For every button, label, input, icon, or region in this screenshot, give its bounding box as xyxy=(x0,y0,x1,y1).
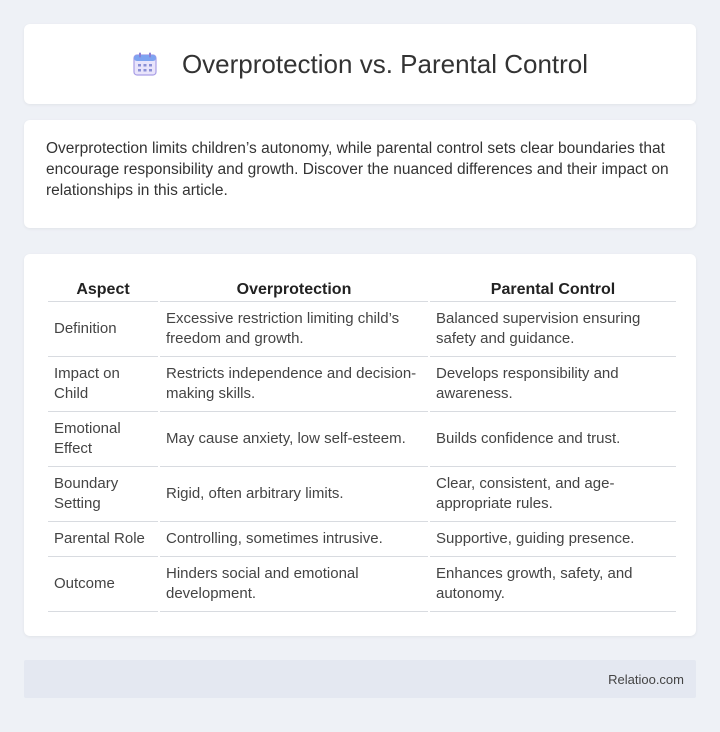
row-overprotection: Controlling, sometimes intrusive. xyxy=(160,522,428,557)
row-overprotection: Excessive restriction limiting child’s freedom and growth. xyxy=(160,302,428,357)
page-title: Overprotection vs. Parental Control xyxy=(181,48,589,79)
row-overprotection: May cause anxiety, low self-esteem. xyxy=(160,412,428,467)
row-aspect: Impact on Child xyxy=(48,357,158,412)
row-overprotection: Hinders social and emotional development. xyxy=(160,557,428,612)
table-row xyxy=(48,522,676,557)
row-overprotection: Restricts independence and decision-making skills. xyxy=(160,357,428,412)
row-parental-control: Builds confidence and trust. xyxy=(430,412,676,467)
table-row xyxy=(48,557,676,612)
row-overprotection: Rigid, often arbitrary limits. xyxy=(160,467,428,522)
header-parental-control: Parental Control xyxy=(430,274,676,302)
row-parental-control: Enhances growth, safety, and autonomy. xyxy=(430,557,676,612)
row-aspect: Emotional Effect xyxy=(48,412,158,467)
title-card xyxy=(24,24,696,104)
table-row xyxy=(48,412,676,467)
row-parental-control: Supportive, guiding presence. xyxy=(430,522,676,557)
table-row xyxy=(48,467,676,522)
footer xyxy=(24,660,696,698)
row-aspect: Outcome xyxy=(48,557,158,612)
table-row xyxy=(48,357,676,412)
row-parental-control: Balanced supervision ensuring safety and guidance. xyxy=(430,302,676,357)
header-aspect: Aspect xyxy=(48,274,158,302)
comparison-table xyxy=(46,274,678,612)
header-overprotection: Overprotection xyxy=(160,274,428,302)
calendar-icon xyxy=(132,51,158,77)
table-header-row xyxy=(48,274,676,302)
table-row xyxy=(48,302,676,357)
intro-paragraph: Overprotection limits children’s autonomy, while parental control sets clear boundaries that encourage responsibility and growth. Discover the nuanced differences and their impact on relationships in this article. xyxy=(46,140,669,199)
intro-card xyxy=(24,120,696,228)
row-aspect: Definition xyxy=(48,302,158,357)
row-aspect: Parental Role xyxy=(48,522,158,557)
row-parental-control: Clear, consistent, and age-appropriate rules. xyxy=(430,467,676,522)
row-parental-control: Develops responsibility and awareness. xyxy=(430,357,676,412)
row-aspect: Boundary Setting xyxy=(48,467,158,522)
comparison-card xyxy=(24,254,696,636)
footer-site-link[interactable]: Relatioo.com xyxy=(608,671,684,687)
